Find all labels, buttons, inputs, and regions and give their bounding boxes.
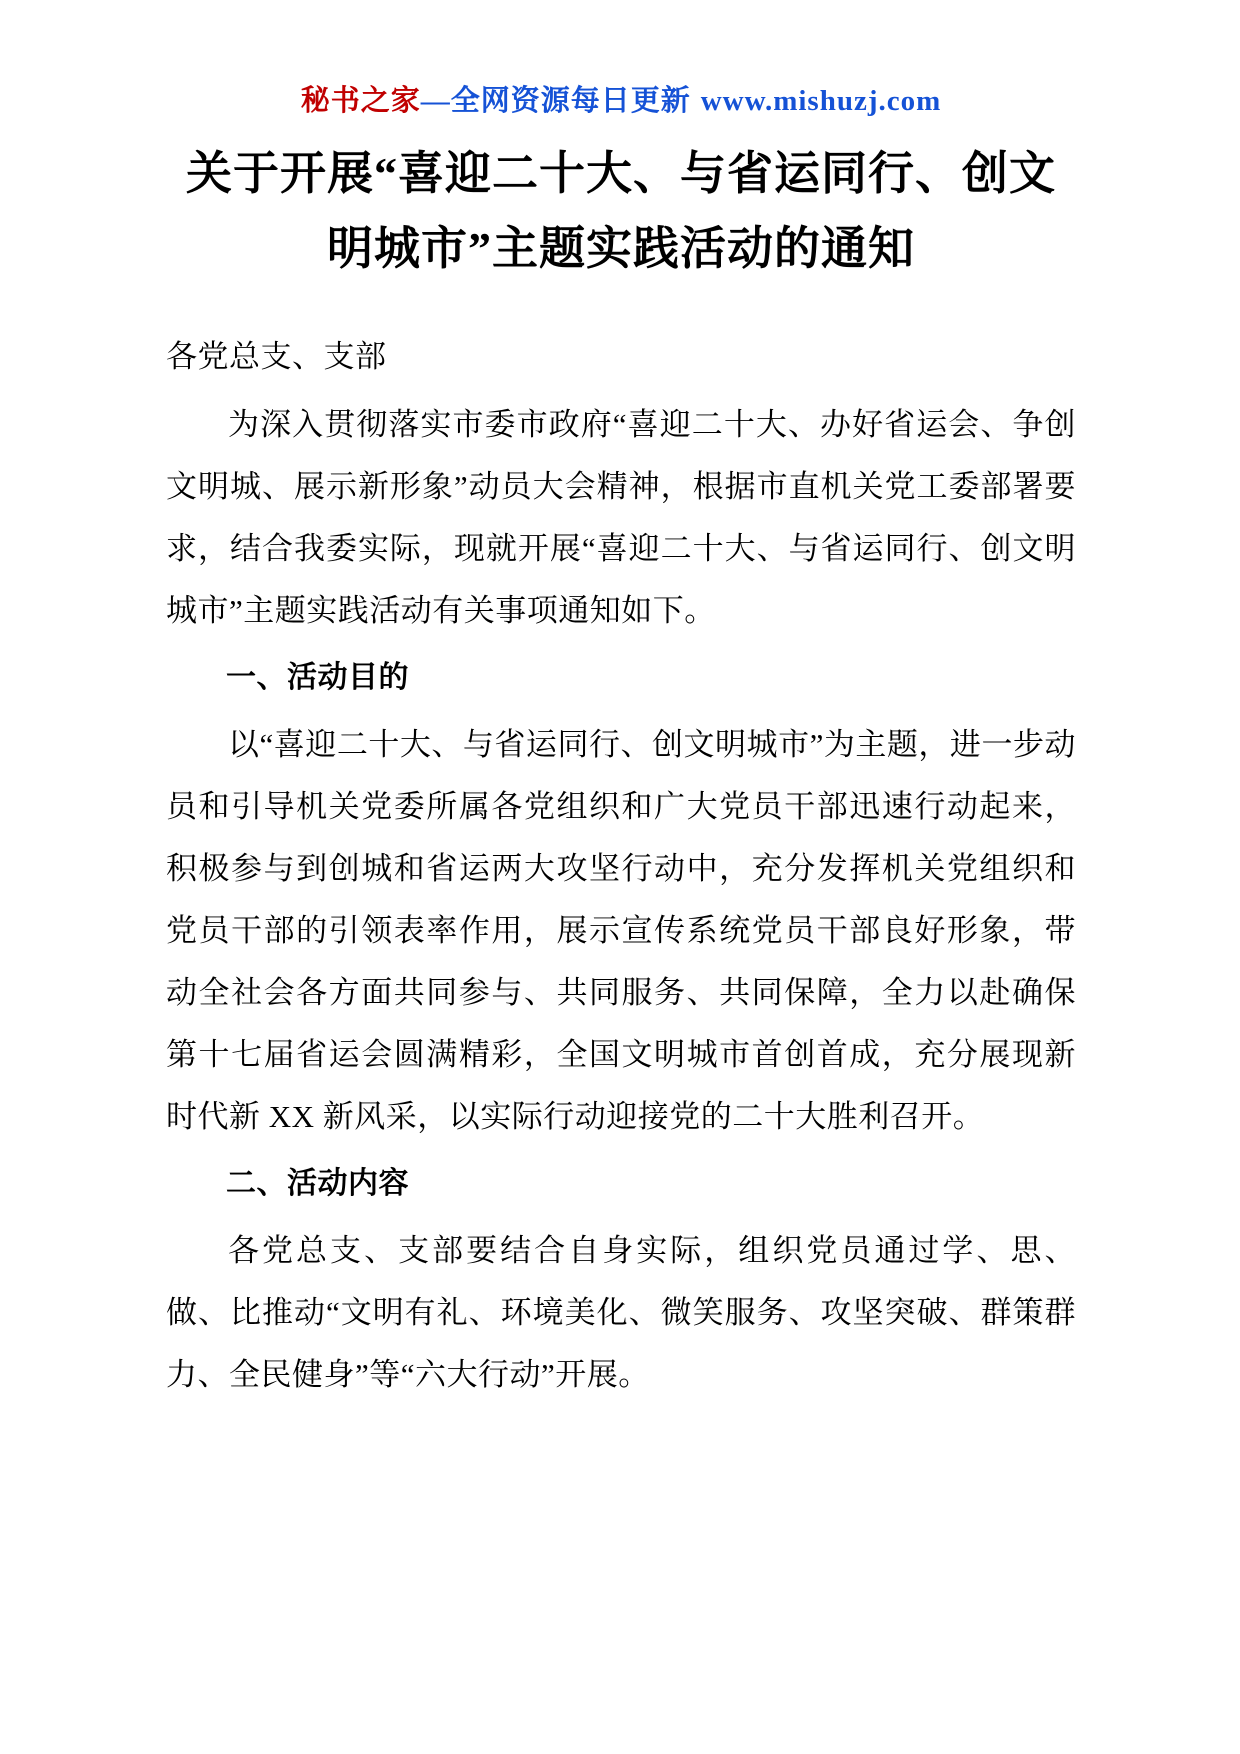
site-tagline: —全网资源每日更新	[420, 85, 691, 117]
document-body	[166, 326, 1076, 1406]
section-1-paragraph: 以“喜迎二十大、与省运同行、创文明城市”为主题，进一步动员和引导机关党委所属各党组织和广大党员干部迅速行动起来，积极参与到创城和省运两大攻坚行动中，充分发挥机关党组织和党员干部的引领表率作用，展示宣传系统党员干部良好形象，带动全社会各方面共同参与、共同服务、共同保障，全力以赴确保第十七届省运会圆满精彩，全国文明城市首创首成，充分展现新时代新 XX 新风采，以实际行动迎接党的二十大胜利召开。	[166, 727, 1076, 1135]
site-header	[166, 78, 1076, 119]
document-title: 关于开展“喜迎二十大、与省运同行、创文明城市”主题实践活动的通知	[186, 148, 1056, 274]
section-2-paragraph: 各党总支、支部要结合自身实际，组织党员通过学、思、做、比推动“文明有礼、环境美化、微笑服务、攻坚突破、群策群力、全民健身”等“六大行动”开展。	[166, 1233, 1076, 1393]
section-2-heading: 二、活动内容	[226, 1167, 409, 1201]
intro-paragraph: 为深入贯彻落实市委市政府“喜迎二十大、办好省运会、争创文明城、展示新形象”动员大会精神，根据市直机关党工委部署要求，结合我委实际，现就开展“喜迎二十大、与省运同行、创文明城市”主题实践活动有关事项通知如下。	[166, 407, 1076, 629]
site-url-link[interactable]: www.mishuzj.com	[700, 85, 942, 117]
salutation: 各党总支、支部	[166, 339, 387, 375]
site-brand: 秘书之家	[300, 85, 421, 117]
section-1-heading: 一、活动目的	[226, 661, 409, 695]
